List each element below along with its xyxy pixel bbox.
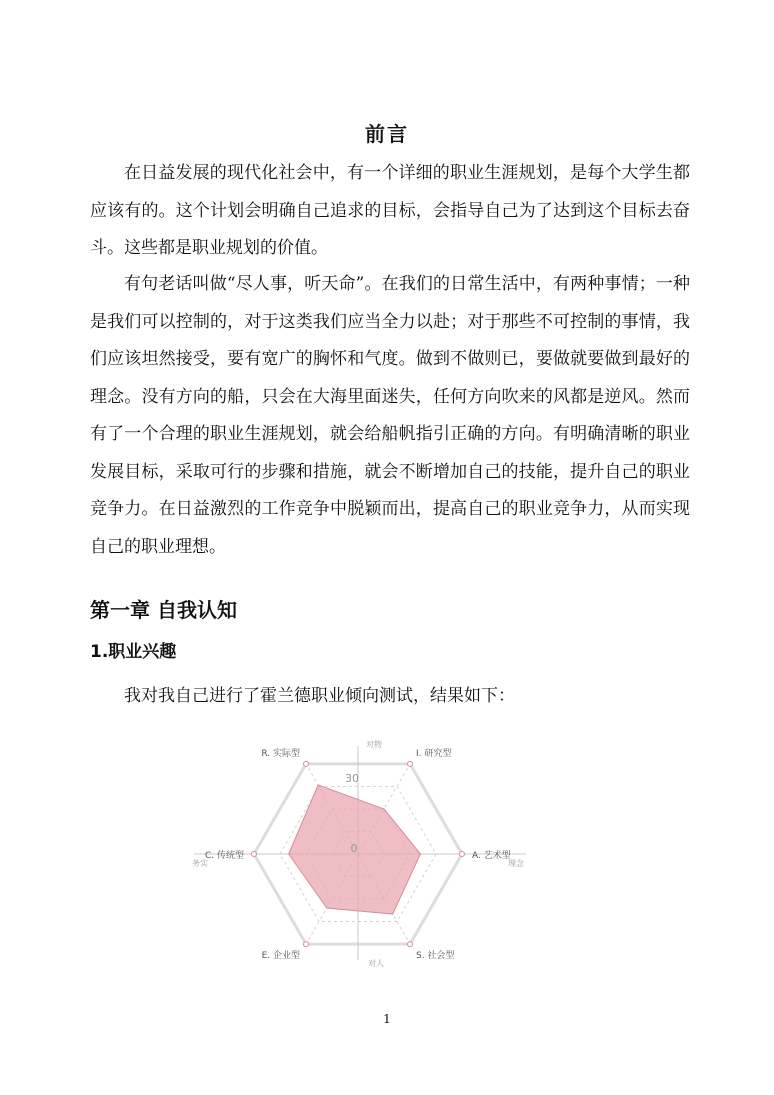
direction-label-left: 务实 xyxy=(192,859,208,868)
section-title: 1.职业兴趣 xyxy=(90,642,177,662)
axis-end-dot-1 xyxy=(408,761,413,766)
axis-end-dot-2 xyxy=(460,852,465,857)
page-number: 1 xyxy=(383,1012,391,1026)
axis-label-3: S. 社会型 xyxy=(416,951,455,962)
tick-label-30: 30 xyxy=(345,772,359,785)
axis-label-5: C. 传统型 xyxy=(204,851,244,861)
chapter-title: 第一章 自我认知 xyxy=(90,598,237,622)
tick-label-0: 0 xyxy=(350,842,358,855)
preface-paragraph-1: 在日益发展的现代化社会中，有一个详细的职业生涯规划，是每个大学生都应该有的。这个计划会明确自己追求的目标，会指导自己为了达到这个目标去奋斗。这些都是职业规划的价值。 xyxy=(90,163,690,258)
intro-text: 我对我自己进行了霍兰德职业倾向测试，结果如下： xyxy=(124,686,515,706)
axis-label-1: I. 研究型 xyxy=(416,748,452,759)
preface-title: 前言 xyxy=(365,122,409,146)
direction-label-top: 对物 xyxy=(366,740,382,749)
axis-end-dot-3 xyxy=(408,942,413,947)
preface-paragraph-2: 有句老话叫做“尽人事，听天命”。在我们的日常生活中，有两种事情；一种是我们可以控制的，对于这类我们应当全力以赴；对于那些不可控制的事情，我们应该坦然接受，要有宽广的胸怀和气度。做到不做则已，要做就要做到最好的理念。没有方向的船，只会在大海里面迷失，任何方向吹来的风都是逆风。然而有了一个合理的职业生涯规划，就会给船帆指引正确的方向。有明确清晰的职业发展目标，采取可行的步骤和措施，就会不断增加自己的技能，提升自己的职业竞争力。在日益激烈的工作竞争中脱颖而出，提高自己的职业竞争力，从而实现自己的职业理想。 xyxy=(90,274,690,557)
direction-label-bottom: 对人 xyxy=(368,959,384,968)
axis-label-4: E. 企业型 xyxy=(261,951,300,962)
axis-end-dot-0 xyxy=(304,761,309,766)
axis-end-dot-5 xyxy=(252,852,257,857)
holland-radar-chart xyxy=(180,732,540,972)
axis-end-dot-4 xyxy=(304,942,309,947)
direction-label-right: 理念 xyxy=(508,859,524,868)
axis-label-2: A. 艺术型 xyxy=(472,851,511,861)
axis-label-0: R. 实际型 xyxy=(261,748,300,759)
